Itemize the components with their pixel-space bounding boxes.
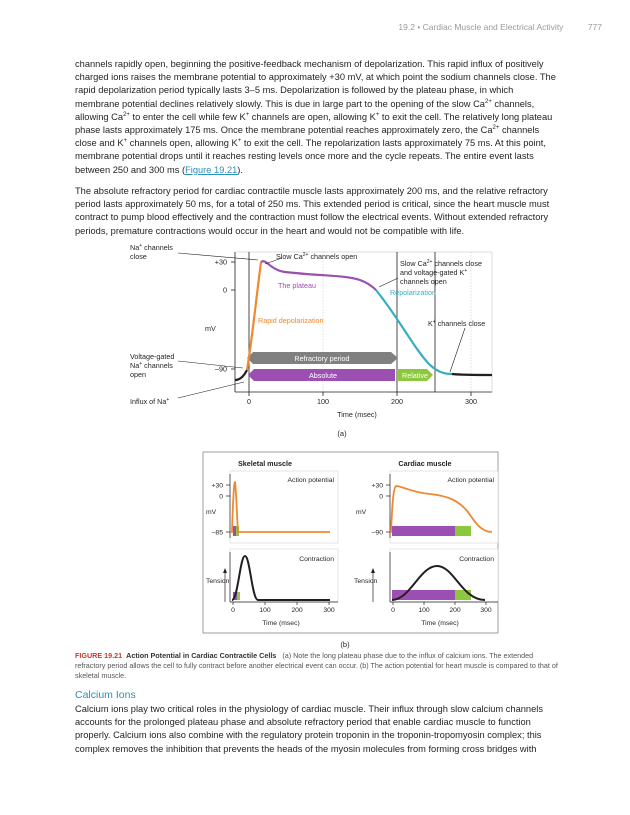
svg-text:300: 300 [323,607,335,614]
svg-text:close: close [130,252,147,261]
figure-b-label: (b) [340,640,350,649]
k-channels-close-label: K+ channels close [428,319,486,328]
figure-a-label: (a) [337,429,347,438]
svg-text:mV: mV [356,509,367,516]
repolarization-label: Repolarization [390,288,436,297]
fig-a-xtick: 0 [247,397,251,406]
rapid-depolarization-label: Rapid depolarization [258,316,324,325]
fig-a-ytick: –90 [215,364,227,374]
paragraph-1: channels rapidly open, beginning the positive-feedback mechanism of depolarization. This rapid influx of positively charged ions raises the membrane potential to approximately +30 mV, at which point the sodium channels close. The rapid depolarization period typically lasts 3–5 ms. Depolarization is followed by the plateau phase, in which membrane potential declines relatively slowly. This is due in large part to the opening of the slow $Ca^{2+}$ channels, allowing $Ca^{2+}$ to enter the cell while few K+ channels are open, allowing K+ to exit the cell. The relatively long plateau phase lasts approximately 175 ms. Once the membrane potential reaches approximately zero, the $Ca^{2+}$ channels close and K+ channels open, allowing K+ to exit the cell. The repolarization lasts approximately 75 ms. At this point, membrane potential drops until it reaches resting levels once more and the cycle repeats. The entire event lasts between 250 and 300 ms (Figure 19.21). [75,59,556,175]
caption-label: FIGURE 19.21 [75,651,123,660]
svg-text:Action potential: Action potential [287,477,334,484]
paragraph-3: Calcium ions play two critical roles in the physiology of cardiac muscle. Their influx through slow calcium channels accounts for the prolonged plateau phase and absolute refractory period that enable cardiac muscle to function properly. Calcium ions also combine with the regulatory protein troponin in the troponin-tropomyosin complex; this complex removes the inhibition that prevents the heads of the myosin molecules from forming cross bridges with [75,704,543,754]
figure-link[interactable]: Figure 19.21 [185,164,238,175]
voltage-gated-na-label: Voltage-gated [130,352,175,361]
relative-label: Relative [402,371,428,380]
header-section: 19.2 • Cardiac Muscle and Electrical Activity [398,22,564,32]
svg-text:and voltage-gated K+: and voltage-gated K+ [400,268,468,277]
svg-text:Tension: Tension [206,578,230,585]
resting-segment [235,370,247,380]
fig-a-xtick: 200 [391,397,403,406]
na-channels-close-label: Na+ channels [130,243,173,252]
svg-text:channels open: channels open [400,277,447,286]
svg-text:0: 0 [379,493,383,501]
fig-a-ytick: +30 [214,257,227,267]
figure-caption [75,651,559,681]
svg-text:mV: mV [206,509,217,516]
fig-a-xlabel: Time (msec) [337,410,377,419]
svg-text:Tension: Tension [354,578,378,585]
svg-text:300: 300 [480,607,492,614]
svg-text:Contraction: Contraction [459,556,494,563]
svg-text:+30: +30 [371,482,383,490]
fig-a-ytick: 0 [223,285,227,295]
refractory-label: Refractory period [294,354,350,363]
svg-text:100: 100 [418,607,430,614]
svg-text:0: 0 [391,607,395,614]
skeletal-title: Skeletal muscle [238,459,292,468]
plateau-label: The plateau [278,281,316,290]
cardiac-title: Cardiac muscle [398,459,452,468]
absolute-label: Absolute [309,371,337,380]
svg-text:open: open [130,370,146,379]
section-title: Calcium Ions [75,689,136,701]
resting-end-segment [452,374,492,375]
caption-title: Action Potential in Cardiac Contractile Cells [126,651,277,660]
svg-text:Time (msec): Time (msec) [421,620,459,627]
slow-ca-close-label: Slow $Ca^{2+}$ channels close [400,259,483,268]
svg-text:Contraction: Contraction [299,556,334,563]
paragraph-2: The absolute refractory period for cardiac contractile muscle lasts approximately 200 ms, and the relative refractory period lasts approximately 50 ms, for a total of 250 ms. This extended period is critical, since the heart muscle must contract to pump blood effectively and the contraction must follow the electrical events. Without extended refractory periods, premature contractions would occur in the heart and would not be compatible with life. [75,186,550,236]
fig-a-xtick: 300 [465,397,477,406]
influx-na-label: Influx of Na+ [130,397,170,406]
fig-a-ylabel: mV [205,324,216,333]
svg-text:0: 0 [219,493,223,501]
svg-text:+30: +30 [211,482,223,490]
svg-text:Time (msec): Time (msec) [262,620,300,627]
svg-text:100: 100 [259,607,271,614]
svg-text:–85: –85 [211,529,223,537]
svg-text:–90: –90 [371,529,383,537]
svg-text:200: 200 [291,607,303,614]
slow-ca-open-label: Slow $Ca^{2+}$ channels open [276,252,358,261]
svg-text:200: 200 [449,607,461,614]
svg-text:Na+ channels: Na+ channels [130,361,173,370]
figure-a [130,243,492,438]
svg-text:Action potential: Action potential [447,477,494,484]
svg-text:0: 0 [231,607,235,614]
figure-b [203,452,498,649]
fig-a-xtick: 100 [317,397,329,406]
caption-text: (a) Note the long plateau phase due to the influx of calcium ions. The extended refractory period allows the cell to fully contract before another electrical event can occur. (b) The action potential for heart muscle is compared to that of skeletal muscle. [75,651,558,680]
page-number: 777 [587,22,602,32]
